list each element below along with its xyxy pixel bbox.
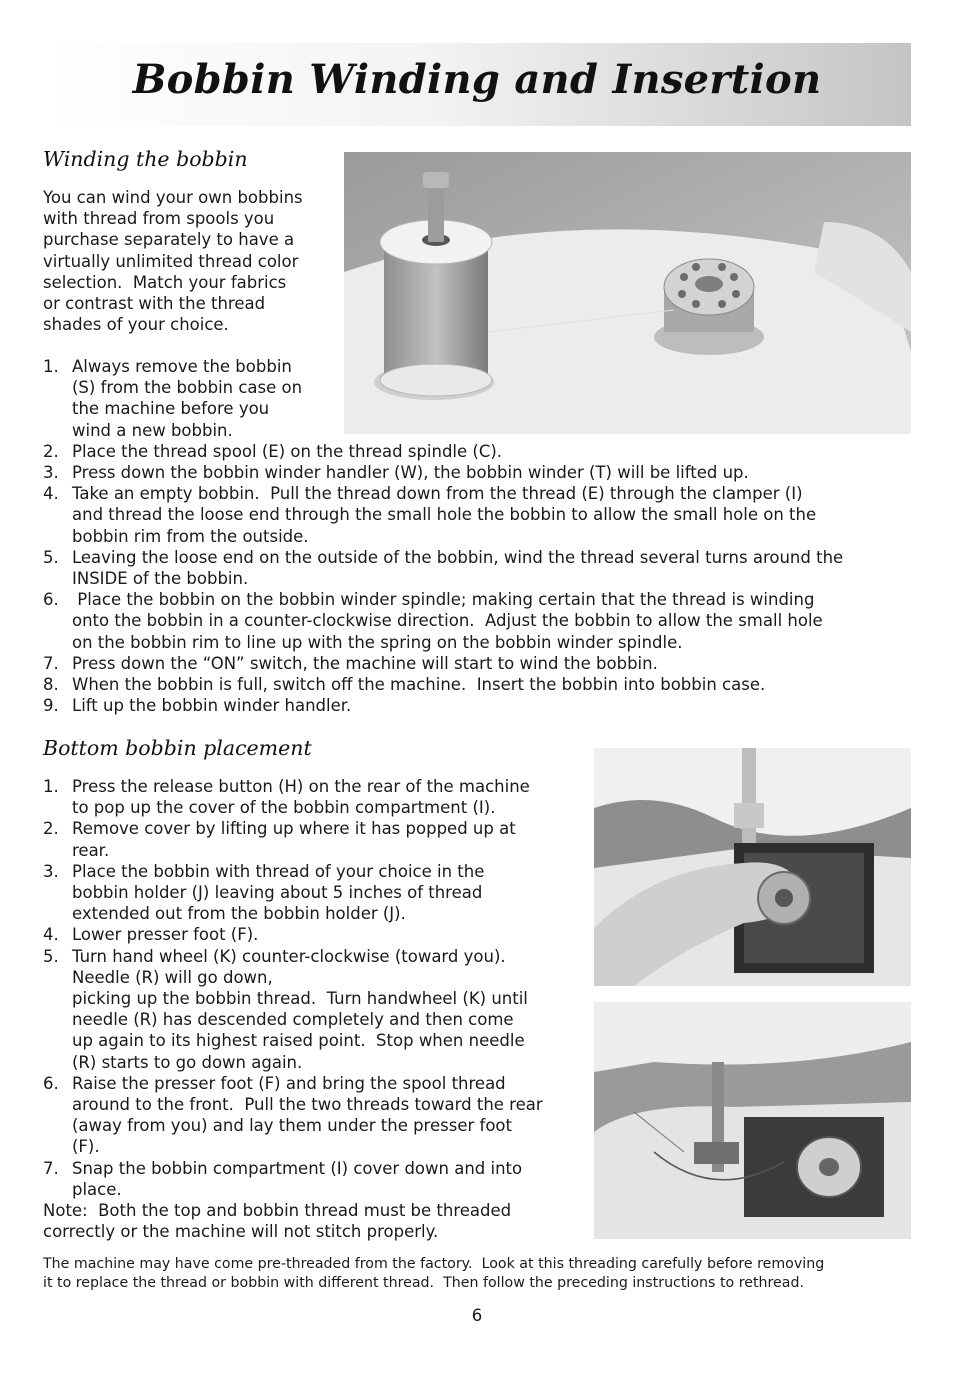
text-line: Needle (R) will go down, <box>72 967 273 987</box>
list-item-text <box>72 653 918 674</box>
text-line: Remove cover by lifting up where it has popped up at <box>72 819 516 839</box>
list-item <box>43 653 918 674</box>
text-line: on the bobbin rim to line up with the spring on the bobbin winder spindle. <box>72 632 683 652</box>
winding-intro <box>43 187 338 335</box>
text-line: rear. <box>72 840 110 860</box>
list-item-text <box>72 776 588 818</box>
text-line: Place the bobbin on the bobbin winder spindle; making certain that the thread is winding <box>72 590 815 610</box>
text-line: the machine before you <box>72 399 270 419</box>
list-item-text <box>72 483 918 547</box>
list-item <box>43 462 918 483</box>
page-number: 6 <box>471 1306 483 1325</box>
list-item-text <box>72 818 588 860</box>
text-line: Press the release button (H) on the rear of the machine <box>72 777 530 796</box>
text-line: Place the bobbin with thread of your choice in the <box>72 861 485 881</box>
list-item <box>43 861 588 925</box>
list-item-text <box>72 462 918 483</box>
text-line: purchase separately to have a <box>43 230 295 250</box>
text-line: it to replace the thread or bobbin with different thread. Then follow the preceding instructions to rethread. <box>43 1274 804 1291</box>
list-item-number: 5. <box>43 547 59 567</box>
text-line: Turn hand wheel (K) counter-clockwise (toward you). <box>72 946 506 966</box>
text-line: place. <box>72 1179 122 1199</box>
text-line: You can wind your own bobbins <box>43 188 303 207</box>
list-item-text <box>72 674 918 695</box>
list-item-text <box>72 1073 588 1158</box>
list-item <box>43 776 588 818</box>
text-line: Note: Both the top and bobbin thread must be threaded <box>43 1201 512 1220</box>
list-item-text <box>72 589 918 653</box>
winding-steps-list <box>43 356 918 716</box>
text-line: bobbin rim from the outside. <box>72 526 309 546</box>
list-item <box>43 946 588 1073</box>
text-line: with thread from spools you <box>43 209 275 229</box>
text-line: selection. Match your fabrics <box>43 272 287 292</box>
title-banner <box>43 43 911 126</box>
text-line: (R) starts to go down again. <box>72 1052 303 1072</box>
list-item <box>43 356 918 441</box>
list-item-number: 6. <box>43 1073 59 1093</box>
text-line: Always remove the bobbin <box>72 357 292 376</box>
text-line: Place the thread spool (E) on the thread spindle (C). <box>72 441 503 461</box>
text-line: up again to its highest raised point. Stop when needle <box>72 1031 525 1051</box>
text-line: INSIDE of the bobbin. <box>72 569 249 589</box>
list-item-number: 1. <box>43 777 59 796</box>
section-heading-placement: Bottom bobbin placement <box>43 736 312 760</box>
text-line: (F). <box>72 1137 100 1157</box>
list-item-number: 8. <box>43 675 59 695</box>
text-line: correctly or the machine will not stitch properly. <box>43 1222 439 1242</box>
list-item-number: 4. <box>43 925 59 945</box>
list-item <box>43 924 588 945</box>
text-line: Lower presser foot (F). <box>72 925 259 945</box>
text-line: Press down the “ON” switch, the machine will start to wind the bobbin. <box>72 653 658 673</box>
text-line: Take an empty bobbin. Pull the thread down from the thread (E) through the clamper (I) <box>72 484 803 504</box>
text-line: around to the front. Pull the two threads toward the rear <box>72 1095 543 1115</box>
text-line: Press down the bobbin winder handler (W), the bobbin winder (T) will be lifted up. <box>72 463 749 483</box>
list-item-number: 6. <box>43 590 59 610</box>
photo-inserting-bobbin <box>594 748 911 986</box>
list-item-number: 3. <box>43 463 59 483</box>
list-item-number: 2. <box>43 819 59 839</box>
text-line: (S) from the bobbin case on <box>72 378 303 398</box>
list-item-number: 9. <box>43 696 59 716</box>
list-item <box>43 483 918 547</box>
list-item-number: 4. <box>43 484 59 504</box>
list-item-text <box>72 946 588 1073</box>
text-line: Lift up the bobbin winder handler. <box>72 696 352 716</box>
placement-steps-list <box>43 776 588 1200</box>
list-item-text <box>72 547 918 589</box>
threading-note <box>43 1200 588 1242</box>
footer-note <box>43 1255 918 1292</box>
list-item <box>43 441 918 462</box>
list-item <box>43 1073 588 1158</box>
text-line: virtually unlimited thread color <box>43 251 299 271</box>
text-line: bobbin holder (J) leaving about 5 inches of thread <box>72 883 483 903</box>
list-item <box>43 674 918 695</box>
photo-threaded-machine <box>594 1002 911 1239</box>
list-item <box>43 547 918 589</box>
page-title: Bobbin Winding and Insertion <box>132 56 822 103</box>
text-line: When the bobbin is full, switch off the machine. Insert the bobbin into bobbin case. <box>72 675 766 695</box>
text-line: or contrast with the thread <box>43 294 266 314</box>
list-item <box>43 695 918 716</box>
list-item-number: 7. <box>43 653 59 673</box>
text-line: extended out from the bobbin holder (J). <box>72 904 406 924</box>
text-line: Snap the bobbin compartment (I) cover down and into <box>72 1158 523 1178</box>
text-line: (away from you) and lay them under the presser foot <box>72 1116 512 1136</box>
list-item <box>43 589 918 653</box>
list-item-text <box>72 861 588 925</box>
text-line: Raise the presser foot (F) and bring the spool thread <box>72 1073 506 1093</box>
text-line: to pop up the cover of the bobbin compartment (I). <box>72 798 496 818</box>
list-item-number: 2. <box>43 441 59 461</box>
text-line: shades of your choice. <box>43 315 229 335</box>
text-line: onto the bobbin in a counter-clockwise direction. Adjust the bobbin to allow the small hole <box>72 611 823 631</box>
list-item-number: 1. <box>43 357 59 376</box>
list-item-number: 3. <box>43 861 59 881</box>
text-line: wind a new bobbin. <box>72 420 233 440</box>
list-item-text <box>72 695 918 716</box>
text-line: Leaving the loose end on the outside of the bobbin, wind the thread several turns around the <box>72 547 844 567</box>
list-item <box>43 818 588 860</box>
list-item <box>43 1158 588 1200</box>
text-line: picking up the bobbin thread. Turn handwheel (K) until <box>72 989 528 1009</box>
list-item-text <box>72 441 918 462</box>
list-item-number: 7. <box>43 1158 59 1178</box>
list-item-number: 5. <box>43 946 59 966</box>
list-item-text <box>72 356 918 441</box>
text-line: The machine may have come pre-threaded from the factory. Look at this threading carefully before removing <box>43 1256 825 1272</box>
list-item-text <box>72 1158 588 1200</box>
section-heading-winding: Winding the bobbin <box>43 147 248 171</box>
list-item-text <box>72 924 588 945</box>
text-line: and thread the loose end through the small hole the bobbin to allow the small hole on the <box>72 505 817 525</box>
text-line: needle (R) has descended completely and then come <box>72 1010 514 1030</box>
